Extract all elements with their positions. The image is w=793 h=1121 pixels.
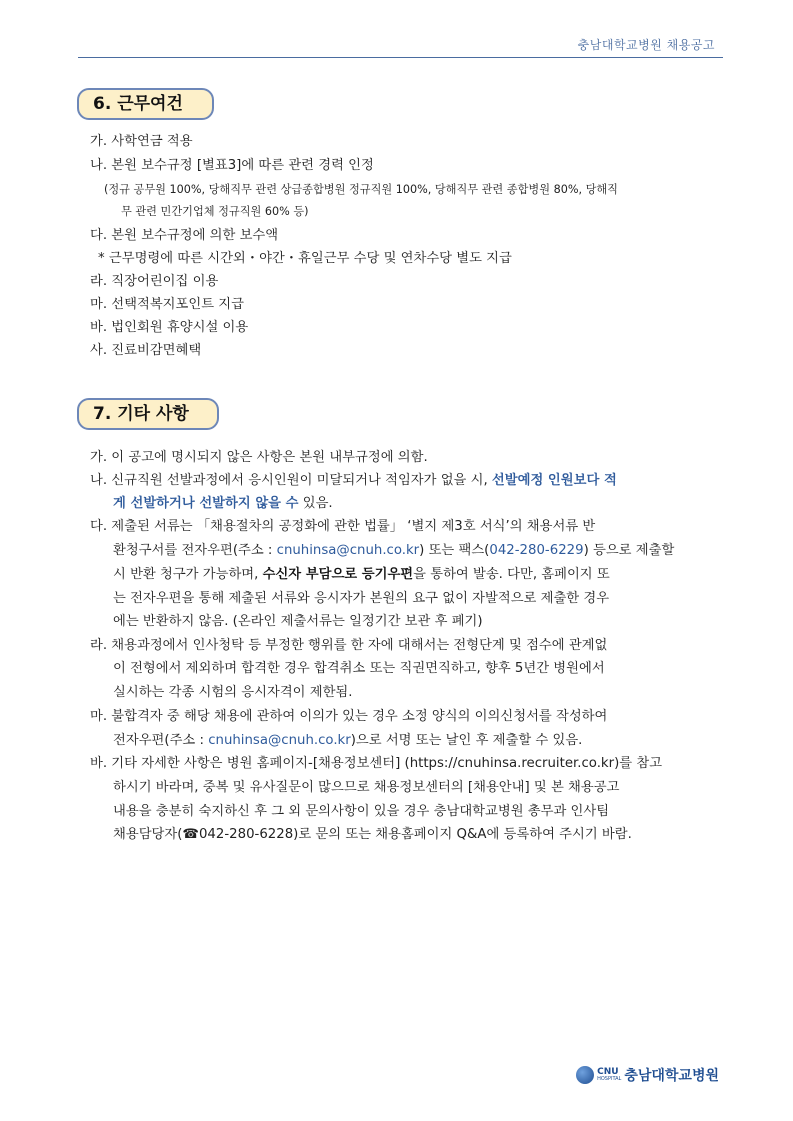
header-divider xyxy=(78,57,723,58)
list-item-cont: 이 전형에서 제외하며 합격한 경우 합격취소 또는 직권면직하고, 향후 5년간 병원에서 xyxy=(113,661,605,676)
list-item: 마. 선택적복지포인트 지급 xyxy=(90,297,244,312)
list-item-cont: 환청구서를 전자우편(주소 : cnuhinsa@cnuh.co.kr) 또는 팩스(042-280-6229) 등으로 제출할 xyxy=(113,543,675,558)
list-item: 마. 불합격자 중 해당 채용에 관하여 이의가 있는 경우 소정 양식의 이의신청서를 작성하여 xyxy=(90,709,608,724)
header-title: 충남대학교병원 채용공고 xyxy=(577,38,715,52)
list-item: 가. 이 공고에 명시되지 않은 사항은 본원 내부규정에 의함. xyxy=(90,450,428,465)
list-item-cont: 내용을 충분히 숙지하신 후 그 외 문의사항이 있을 경우 충남대학교병원 총무과 인사팀 xyxy=(113,804,610,819)
list-item: 가. 사학연금 적용 xyxy=(90,134,193,149)
emphasis-text: 선발예정 인원보다 적 xyxy=(491,473,617,488)
list-item: 다. 본원 보수규정에 의한 보수액 xyxy=(90,228,279,243)
list-item-note: * 근무명령에 따른 시간외・야간・휴일근무 수당 및 연차수당 별도 지급 xyxy=(98,251,512,266)
hospital-logo xyxy=(576,1064,719,1086)
section-6-title: 6. 근무여건 xyxy=(77,88,214,120)
list-item-cont: 는 전자우편을 통해 제출된 서류와 응시자가 본원의 요구 없이 자발적으로 제출한 경우 xyxy=(113,591,610,606)
list-item: 나. 본원 보수규정 [별표3]에 따른 관련 경력 인정 xyxy=(90,158,374,173)
list-item: 바. 기타 자세한 사항은 병원 홈페이지-[채용정보센터] (https://cnuhinsa.recruiter.co.kr)를 참고 xyxy=(90,756,663,771)
globe-logo-icon xyxy=(576,1066,594,1084)
list-item-cont: 하시기 바라며, 중복 및 유사질문이 많으므로 채용정보센터의 [채용안내] 및 본 채용공고 xyxy=(113,780,620,795)
emphasis-text: 게 선발하거나 선발하지 않을 수 xyxy=(113,496,299,511)
list-item: 나. 신규직원 선발과정에서 응시인원이 미달되거나 적임자가 없을 시, 선발예정 인원보다 적 xyxy=(90,473,617,488)
email-link[interactable]: cnuhinsa@cnuh.co.kr xyxy=(276,543,420,558)
list-item-cont: 채용담당자(☎042-280-6228)로 문의 또는 채용홈페이지 Q&A에 등록하여 주시기 바람. xyxy=(113,827,632,842)
list-item: 다. 제출된 서류는 「채용절차의 공정화에 관한 법률」 ‘별지 제3호 서식’의 채용서류 반 xyxy=(90,519,596,534)
list-item-cont: 전자우편(주소 : cnuhinsa@cnuh.co.kr)으로 서명 또는 날인 후 제출할 수 있음. xyxy=(113,733,583,748)
list-item-cont: 실시하는 각종 시험의 응시자격이 제한됨. xyxy=(113,685,353,700)
list-item: 라. 채용과정에서 인사청탁 등 부정한 행위를 한 자에 대해서는 전형단계 및 점수에 관계없 xyxy=(90,638,608,653)
list-item: 바. 법인회원 휴양시설 이용 xyxy=(90,320,249,335)
list-item: 라. 직장어린이집 이용 xyxy=(90,274,219,289)
fax-number: 042-280-6229 xyxy=(489,543,584,558)
logo-cnu-text: CNU xyxy=(597,1067,619,1077)
section-7-title: 7. 기타 사항 xyxy=(77,398,219,430)
emphasis-text: 수신자 부담으로 등기우편 xyxy=(262,567,414,582)
list-item-cont: 시 반환 청구가 가능하며, 수신자 부담으로 등기우편을 통하여 발송. 다만, 홈페이지 또 xyxy=(113,567,610,582)
email-link[interactable]: cnuhinsa@cnuh.co.kr xyxy=(208,733,351,748)
list-item-cont: 에는 반환하지 않음. (온라인 제출서류는 일정기간 보관 후 폐기) xyxy=(113,614,483,629)
list-item-note: (정규 공무원 100%, 당해직무 관련 상급종합병원 정규직원 100%, 당해직무 관련 종합병원 80%, 당해직 xyxy=(104,183,618,196)
list-item-note: 무 관련 민간기업체 정규직원 60% 등) xyxy=(121,205,309,218)
logo-name-text: 충남대학교병원 xyxy=(624,1068,719,1084)
list-item-cont: 게 선발하거나 선발하지 않을 수 있음. xyxy=(113,496,333,511)
logo-hospital-text: HOSPITAL xyxy=(597,1076,622,1082)
list-item: 사. 진료비감면혜택 xyxy=(90,343,202,358)
